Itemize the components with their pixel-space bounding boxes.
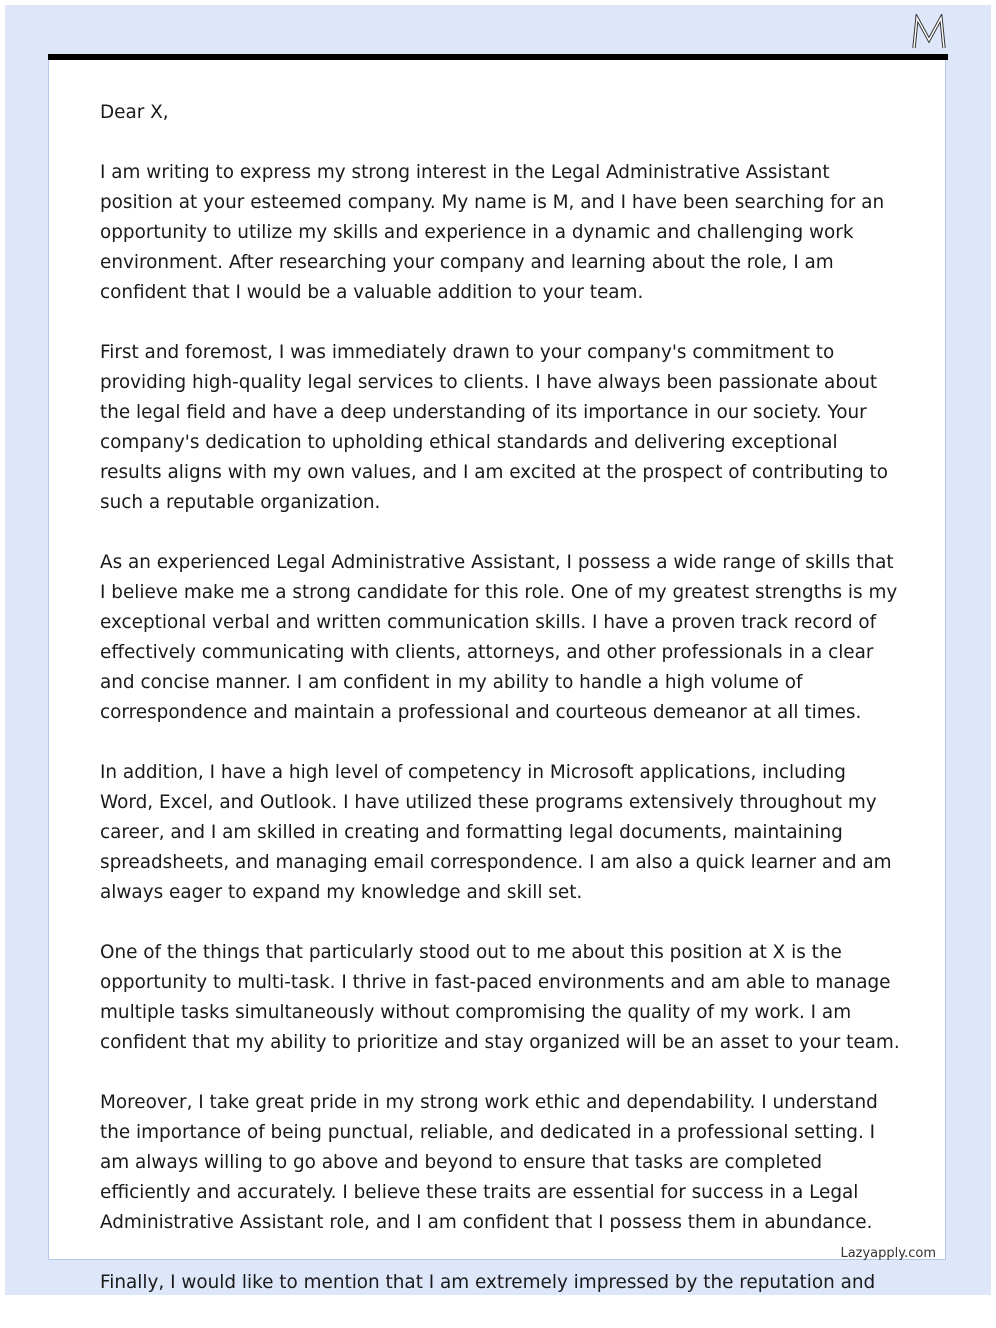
letter-body (100, 98, 900, 1328)
paragraph-closing: Finally, I would like to mention that I am extremely impressed by the reputation and (100, 1272, 876, 1293)
salutation: Dear X, (100, 102, 169, 123)
paragraph-software-skills: In addition, I have a high level of competency in Microsoft applications, including Word, Excel, and Outlook. I have utilized these programs extensively throughout my career, and I am skilled in creating and formatting legal documents, maintaining spreadsheets, and managing email correspondence. I am also a quick learner and am always eager to expand my knowledge and skill set. (100, 762, 892, 903)
paragraph-motivation: First and foremost, I was immediately drawn to your company's commitment to providing high-quality legal services to clients. I have always been passionate about the legal field and have a deep understanding of its importance in our society. Your company's dedication to upholding ethical standards and delivering exceptional results aligns with my own values, and I am excited at the prospect of contributing to such a reputable organization. (100, 342, 889, 513)
watermark: Lazyapply.com (840, 1246, 936, 1261)
paragraph-work-ethic: Moreover, I take great pride in my strong work ethic and dependability. I understand the importance of being punctual, reliable, and dedicated in a professional setting. I am always willing to go above and beyond to ensure that tasks are completed efficiently and accurately. I believe these traits are essential for success in a Legal Administrative Assistant role, and I am confident that I possess them in abundance. (100, 1092, 878, 1233)
paragraph-intro: I am writing to express my strong interest in the Legal Administrative Assistant position at your esteemed company. My name is M, and I have been searching for an opportunity to utilize my skills and experience in a dynamic and challenging work environment. After researching your company and learning about the role, I am confident that I would be a valuable addition to your team. (100, 162, 885, 303)
paragraph-multitasking: One of the things that particularly stood out to me about this position at X is the opportunity to multi-task. I thrive in fast-paced environments and am able to manage multiple tasks simultaneously without compromising the quality of my work. I am confident that my ability to prioritize and stay organized will be an asset to your team. (100, 942, 900, 1053)
m-logo-icon (910, 14, 948, 54)
paragraph-communication-skills: As an experienced Legal Administrative Assistant, I possess a wide range of skills that I believe make me a strong candidate for this role. One of my greatest strengths is my exceptional verbal and written communication skills. I have a proven track record of effectively communicating with clients, attorneys, and other professionals in a clear and concise manner. I am confident in my ability to handle a high volume of correspondence and maintain a professional and courteous demeanor at all times. (100, 552, 898, 723)
header-rule (48, 54, 948, 60)
